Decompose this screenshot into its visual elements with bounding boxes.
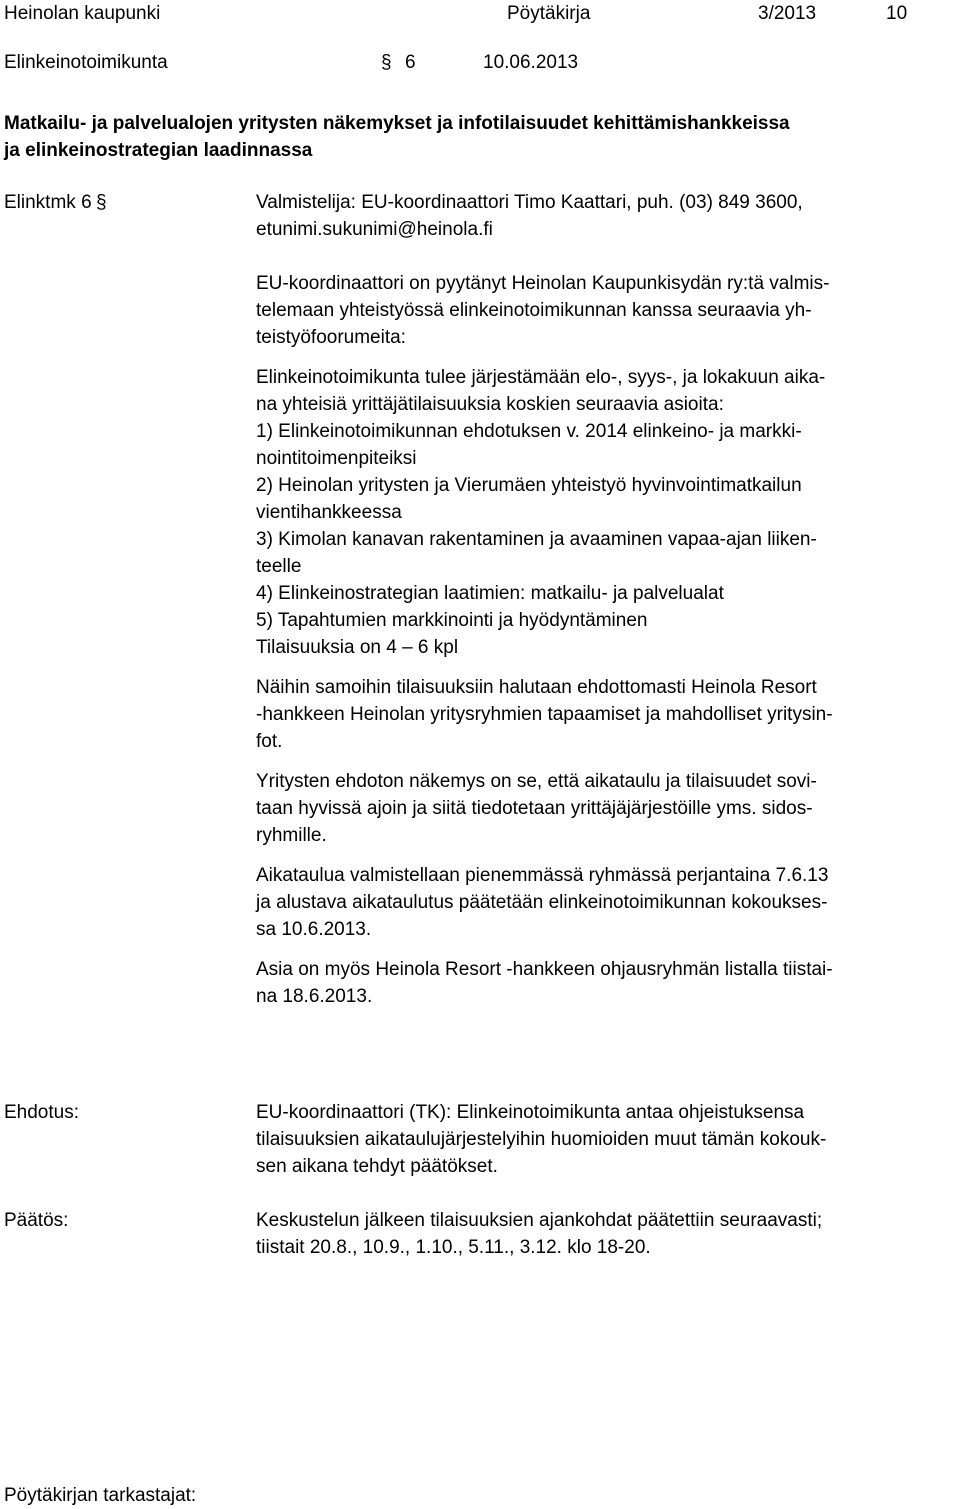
section-symbol: § xyxy=(381,52,392,73)
list-item: nointitoimenpiteiksi xyxy=(256,448,417,469)
preparer-block xyxy=(256,189,956,243)
text-line: Tilaisuuksia on 4 – 6 kpl xyxy=(256,637,459,658)
org-name: Heinolan kaupunki xyxy=(4,3,161,24)
title-line-2: ja elinkeinostrategian laadinnassa xyxy=(4,140,313,161)
list-item: teelle xyxy=(256,556,302,577)
list-item: 4) Elinkeinostrategian laatimien: matkailu- ja palvelualat xyxy=(256,583,724,604)
text-line: tilaisuuksien aikataulujärjestelyihin huomioiden muut tämän kokouk- xyxy=(256,1129,827,1150)
page-number: 10 xyxy=(886,3,908,24)
list-item: 1) Elinkeinotoimikunnan ehdotuksen v. 2014 elinkeino- ja markki- xyxy=(256,421,802,442)
reviewers-label: Pöytäkirjan tarkastajat: xyxy=(4,1485,197,1506)
text-line: sa 10.6.2013. xyxy=(256,919,372,940)
list-item: 5) Tapahtumien markkinointi ja hyödyntäminen xyxy=(256,610,648,631)
text-line: na 18.6.2013. xyxy=(256,986,373,1007)
section-number: 6 xyxy=(405,52,416,73)
case-ref-committee: Elinktmk 6 xyxy=(4,192,92,213)
text-line: ryhmille. xyxy=(256,825,327,846)
decision-text xyxy=(256,1207,956,1261)
doc-type: Pöytäkirja xyxy=(507,3,591,24)
text-line: Yritysten ehdoton näkemys on se, että aikataulu ja tilaisuudet sovi- xyxy=(256,771,817,792)
decision-label: Päätös: xyxy=(4,1210,69,1231)
list-item: 3) Kimolan kanavan rakentaminen ja avaaminen vapaa-ajan liiken- xyxy=(256,529,817,550)
preparer-line: Valmistelija: EU-koordinaattori Timo Kaattari, puh. (03) 849 3600, xyxy=(256,192,803,213)
issue-number: 3/2013 xyxy=(758,3,817,24)
text-line: tiistait 20.8., 10.9., 1.10., 5.11., 3.12. klo 18-20. xyxy=(256,1237,651,1258)
section-symbol: § xyxy=(96,192,107,213)
text-line: EU-koordinaattori on pyytänyt Heinolan Kaupunkisydän ry:tä valmis- xyxy=(256,273,830,294)
text-line: taan hyvissä ajoin ja siitä tiedotetaan yrittäjäjärjestöille yms. sidos- xyxy=(256,798,813,819)
text-line: Asia on myös Heinola Resort -hankkeen ohjausryhmän listalla tiistai- xyxy=(256,959,833,980)
preparer-email: etunimi.sukunimi@heinola.fi xyxy=(256,219,493,240)
text-line: EU-koordinaattori (TK): Elinkeinotoimikunta antaa ohjeistuksensa xyxy=(256,1102,805,1123)
text-line: Aikataulua valmistellaan pienemmässä ryhmässä perjantaina 7.6.13 xyxy=(256,865,829,886)
list-item: vientihankkeessa xyxy=(256,502,402,523)
text-line: sen aikana tehdyt päätökset. xyxy=(256,1156,498,1177)
meeting-date: 10.06.2013 xyxy=(483,52,579,73)
list-item: 2) Heinolan yritysten ja Vierumäen yhteistyö hyvinvointimatkailun xyxy=(256,475,802,496)
body-text xyxy=(256,270,956,1010)
title-line-1: Matkailu- ja palvelualojen yritysten näkemykset ja infotilaisuudet kehittämishankkeissa xyxy=(4,113,790,134)
committee-name: Elinkeinotoimikunta xyxy=(4,52,168,73)
case-reference xyxy=(4,193,92,212)
text-line: Näihin samoihin tilaisuuksiin halutaan ehdottomasti Heinola Resort xyxy=(256,677,817,698)
text-line: na yhteisiä yrittäjätilaisuuksia koskien seuraavia asioita: xyxy=(256,394,724,415)
text-line: fot. xyxy=(256,731,283,752)
text-line: -hankkeen Heinolan yritysryhmien tapaamiset ja mahdolliset yritysin- xyxy=(256,704,833,725)
text-line: teistyöfoorumeita: xyxy=(256,327,406,348)
text-line: ja alustava aikataulutus päätetään elinkeinotoimikunnan kokoukses- xyxy=(256,892,828,913)
proposal-label: Ehdotus: xyxy=(4,1102,79,1123)
text-line: Keskustelun jälkeen tilaisuuksien ajankohdat päätettiin seuraavasti; xyxy=(256,1210,823,1231)
proposal-text xyxy=(256,1099,956,1180)
text-line: Elinkeinotoimikunta tulee järjestämään elo-, syys-, ja lokakuun aika- xyxy=(256,367,826,388)
text-line: telemaan yhteistyössä elinkeinotoimikunnan kanssa seuraavia yh- xyxy=(256,300,812,321)
